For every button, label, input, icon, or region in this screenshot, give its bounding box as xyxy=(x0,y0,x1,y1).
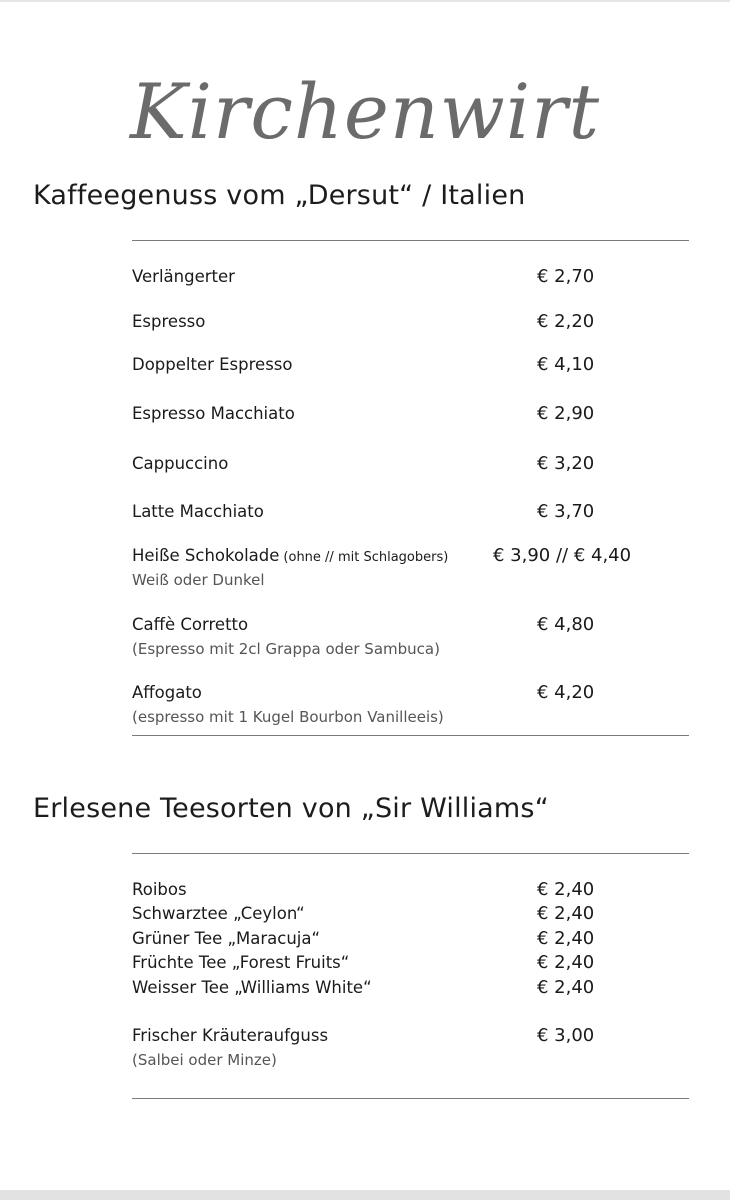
coffee-item-name: Cappuccino xyxy=(132,454,229,473)
tea-top-divider xyxy=(132,853,689,854)
coffee-item-name-row xyxy=(132,546,448,565)
coffee-item-price: € 3,20 xyxy=(537,453,595,474)
tea-item-price: € 2,40 xyxy=(537,928,595,949)
coffee-item-price: € 4,80 xyxy=(537,614,595,635)
tea-item-price: € 2,40 xyxy=(537,879,595,900)
tea-item-name: Roibos xyxy=(132,880,187,899)
tea-item-name: Grüner Tee „Maracuja“ xyxy=(132,929,321,948)
tea-section-title: Erlesene Teesorten von „Sir Williams“ xyxy=(33,793,549,824)
coffee-item-price: € 4,10 xyxy=(537,354,595,375)
coffee-top-divider xyxy=(132,240,689,241)
coffee-item-name: Espresso Macchiato xyxy=(132,404,295,423)
coffee-item-name: Caffè Corretto xyxy=(132,615,249,634)
tea-item-name: Frischer Kräuteraufguss xyxy=(132,1026,329,1045)
tea-bottom-divider xyxy=(132,1098,689,1099)
tea-item-subtitle: (Salbei oder Minze) xyxy=(132,1051,277,1069)
coffee-item-price: € 4,20 xyxy=(537,682,595,703)
restaurant-logo: Kirchenwirt xyxy=(129,67,601,156)
coffee-item-name: Heiße Schokolade xyxy=(132,546,280,565)
tea-item-name: Früchte Tee „Forest Fruits“ xyxy=(132,953,350,972)
coffee-item-price: € 2,90 xyxy=(537,403,595,424)
coffee-item-name: Doppelter Espresso xyxy=(132,355,293,374)
coffee-bottom-divider xyxy=(132,735,689,736)
tea-item-price: € 2,40 xyxy=(537,977,595,998)
coffee-item-price: € 2,70 xyxy=(537,266,595,287)
coffee-item-price: € 3,90 // € 4,40 xyxy=(493,545,632,566)
coffee-item-name: Verlängerter xyxy=(132,267,235,286)
tea-item-price: € 2,40 xyxy=(537,952,595,973)
coffee-item-subtitle: (espresso mit 1 Kugel Bourbon Vanilleeis) xyxy=(132,708,444,726)
coffee-item-subtitle: (Espresso mit 2cl Grappa oder Sambuca) xyxy=(132,640,440,658)
coffee-item-name: Espresso xyxy=(132,312,206,331)
coffee-item-subtitle: Weiß oder Dunkel xyxy=(132,571,265,589)
coffee-section-title: Kaffeegenuss vom „Dersut“ / Italien xyxy=(33,180,526,211)
tea-item-name: Schwarztee „Ceylon“ xyxy=(132,904,305,923)
tea-item-price: € 3,00 xyxy=(537,1025,595,1046)
coffee-item-name: Latte Macchiato xyxy=(132,502,264,521)
coffee-item-name: Affogato xyxy=(132,683,202,702)
tea-item-price: € 2,40 xyxy=(537,903,595,924)
coffee-item-price: € 2,20 xyxy=(537,311,595,332)
coffee-item-note: (ohne // mit Schlagobers) xyxy=(283,550,449,565)
coffee-item-price: € 3,70 xyxy=(537,501,595,522)
tea-item-name: Weisser Tee „Williams White“ xyxy=(132,978,372,997)
